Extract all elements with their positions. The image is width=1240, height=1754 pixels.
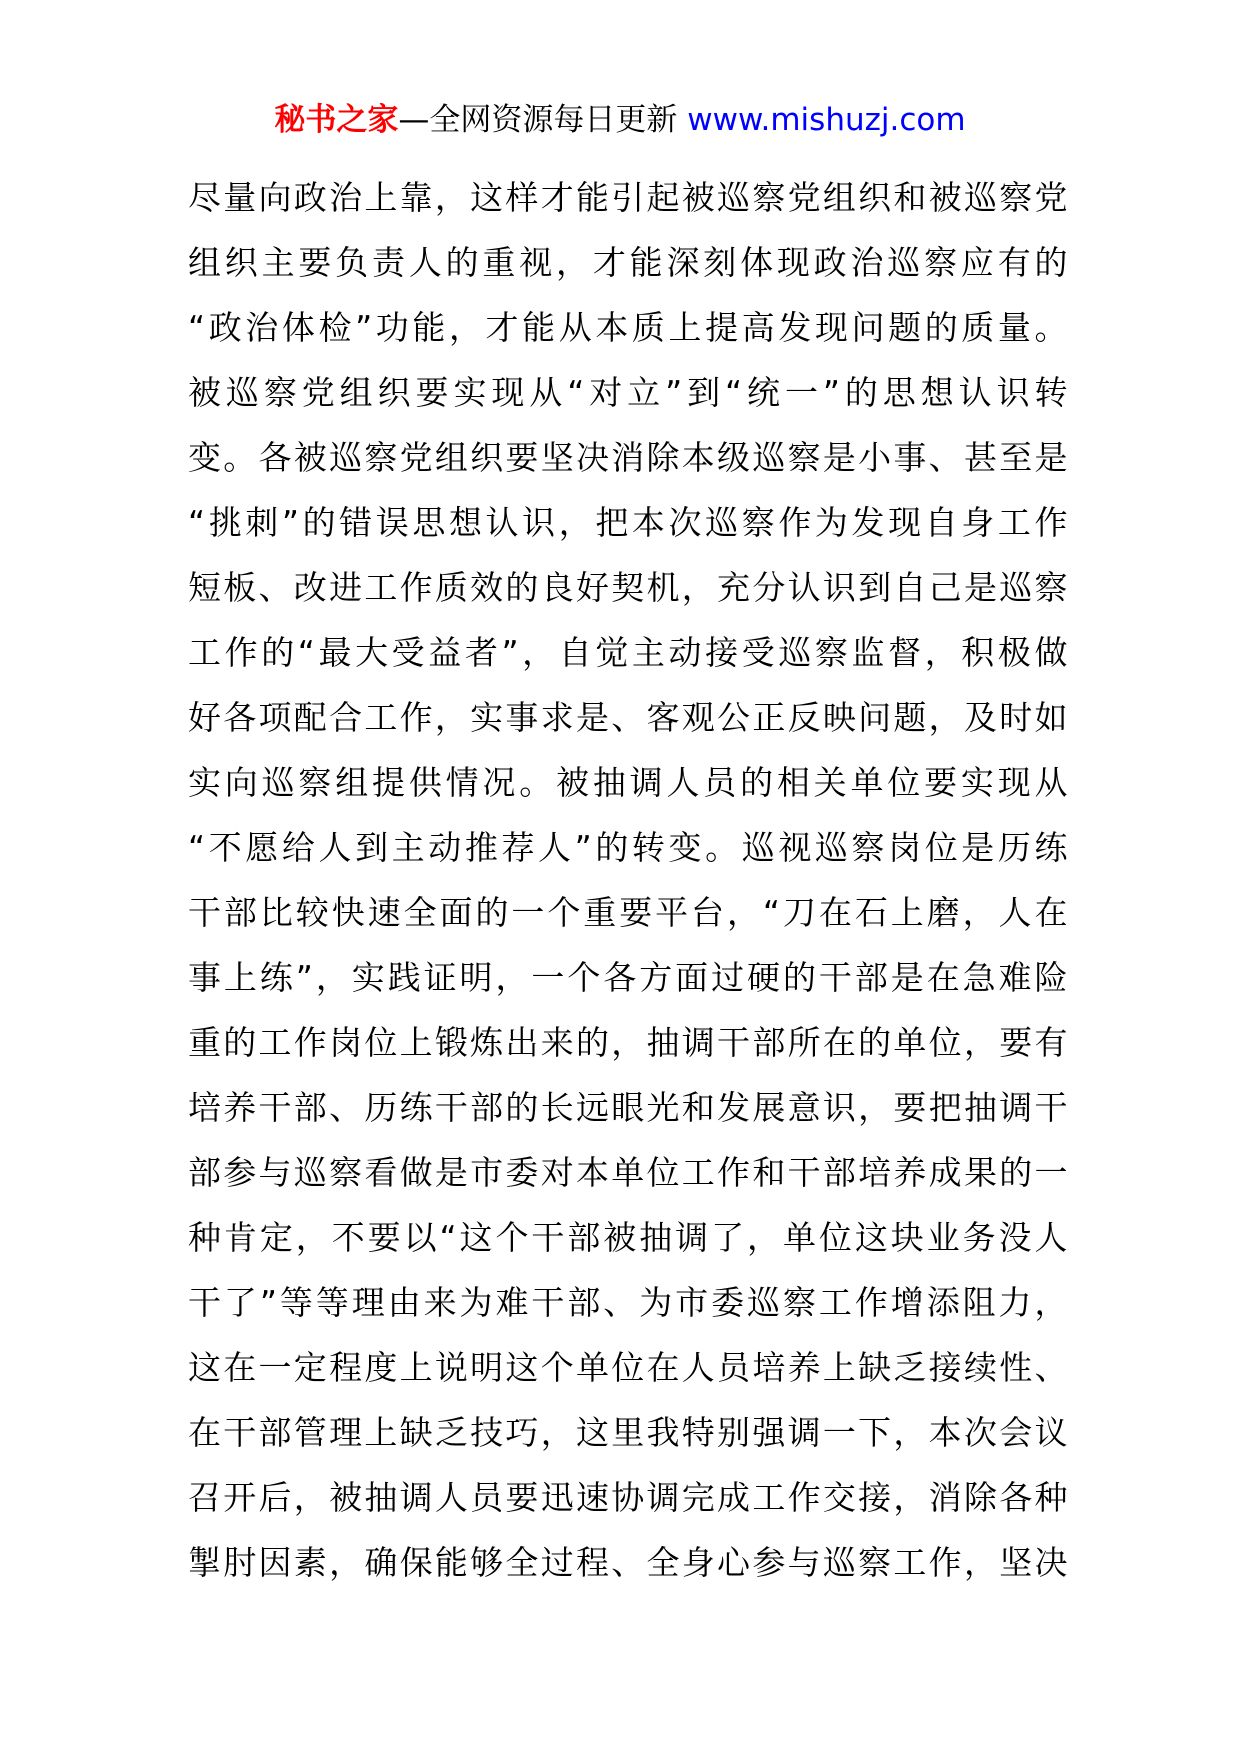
text-line: 部参与巡察看做是市委对本单位工作和干部培养成果的一 (188, 1153, 1068, 1192)
site-header (0, 100, 1240, 140)
text-line: 种肯定，不要以“这个干部被抽调了，单位这块业务没人 (188, 1218, 1068, 1257)
text-line: “挑刺”的错误思想认识，把本次巡察作为发现自身工作 (188, 503, 1068, 542)
site-brand: 秘书之家 (274, 102, 399, 138)
text-line: 培养干部、历练干部的长远眼光和发展意识，要把抽调干 (188, 1088, 1068, 1127)
document-body (188, 165, 1068, 1595)
text-line: 工作的“最大受益者”，自觉主动接受巡察监督，积极做 (188, 633, 1068, 672)
text-line: 好各项配合工作，实事求是、客观公正反映问题，及时如 (188, 698, 1068, 737)
text-line: 事上练”，实践证明，一个各方面过硬的干部是在急难险 (188, 958, 1068, 997)
text-line: 实向巡察组提供情况。被抽调人员的相关单位要实现从 (188, 763, 1068, 802)
site-url-link[interactable]: www.mishuzj.com (687, 102, 966, 138)
text-line: 重的工作岗位上锻炼出来的，抽调干部所在的单位，要有 (188, 1023, 1068, 1062)
text-line: “不愿给人到主动推荐人”的转变。巡视巡察岗位是历练 (188, 828, 1068, 867)
text-line: 这在一定程度上说明这个单位在人员培养上缺乏接续性、 (188, 1348, 1068, 1387)
text-line: 掣肘因素，确保能够全过程、全身心参与巡察工作，坚决 (188, 1543, 1068, 1582)
text-line: 在干部管理上缺乏技巧，这里我特别强调一下，本次会议 (188, 1413, 1068, 1452)
text-line: “政治体检”功能，才能从本质上提高发现问题的质量。 (188, 308, 1068, 347)
text-line: 干了”等等理由来为难干部、为市委巡察工作增添阻力， (188, 1283, 1068, 1322)
site-tagline: —全网资源每日更新 (398, 102, 688, 138)
text-line: 变。各被巡察党组织要坚决消除本级巡察是小事、甚至是 (188, 438, 1068, 477)
text-line: 短板、改进工作质效的良好契机，充分认识到自己是巡察 (188, 568, 1068, 607)
text-line: 干部比较快速全面的一个重要平台，“刀在石上磨，人在 (188, 893, 1068, 932)
text-line: 组织主要负责人的重视，才能深刻体现政治巡察应有的 (188, 243, 1068, 282)
text-line: 尽量向政治上靠，这样才能引起被巡察党组织和被巡察党 (188, 178, 1068, 217)
text-line: 召开后，被抽调人员要迅速协调完成工作交接，消除各种 (188, 1478, 1068, 1517)
text-line: 被巡察党组织要实现从“对立”到“统一”的思想认识转 (188, 373, 1068, 412)
